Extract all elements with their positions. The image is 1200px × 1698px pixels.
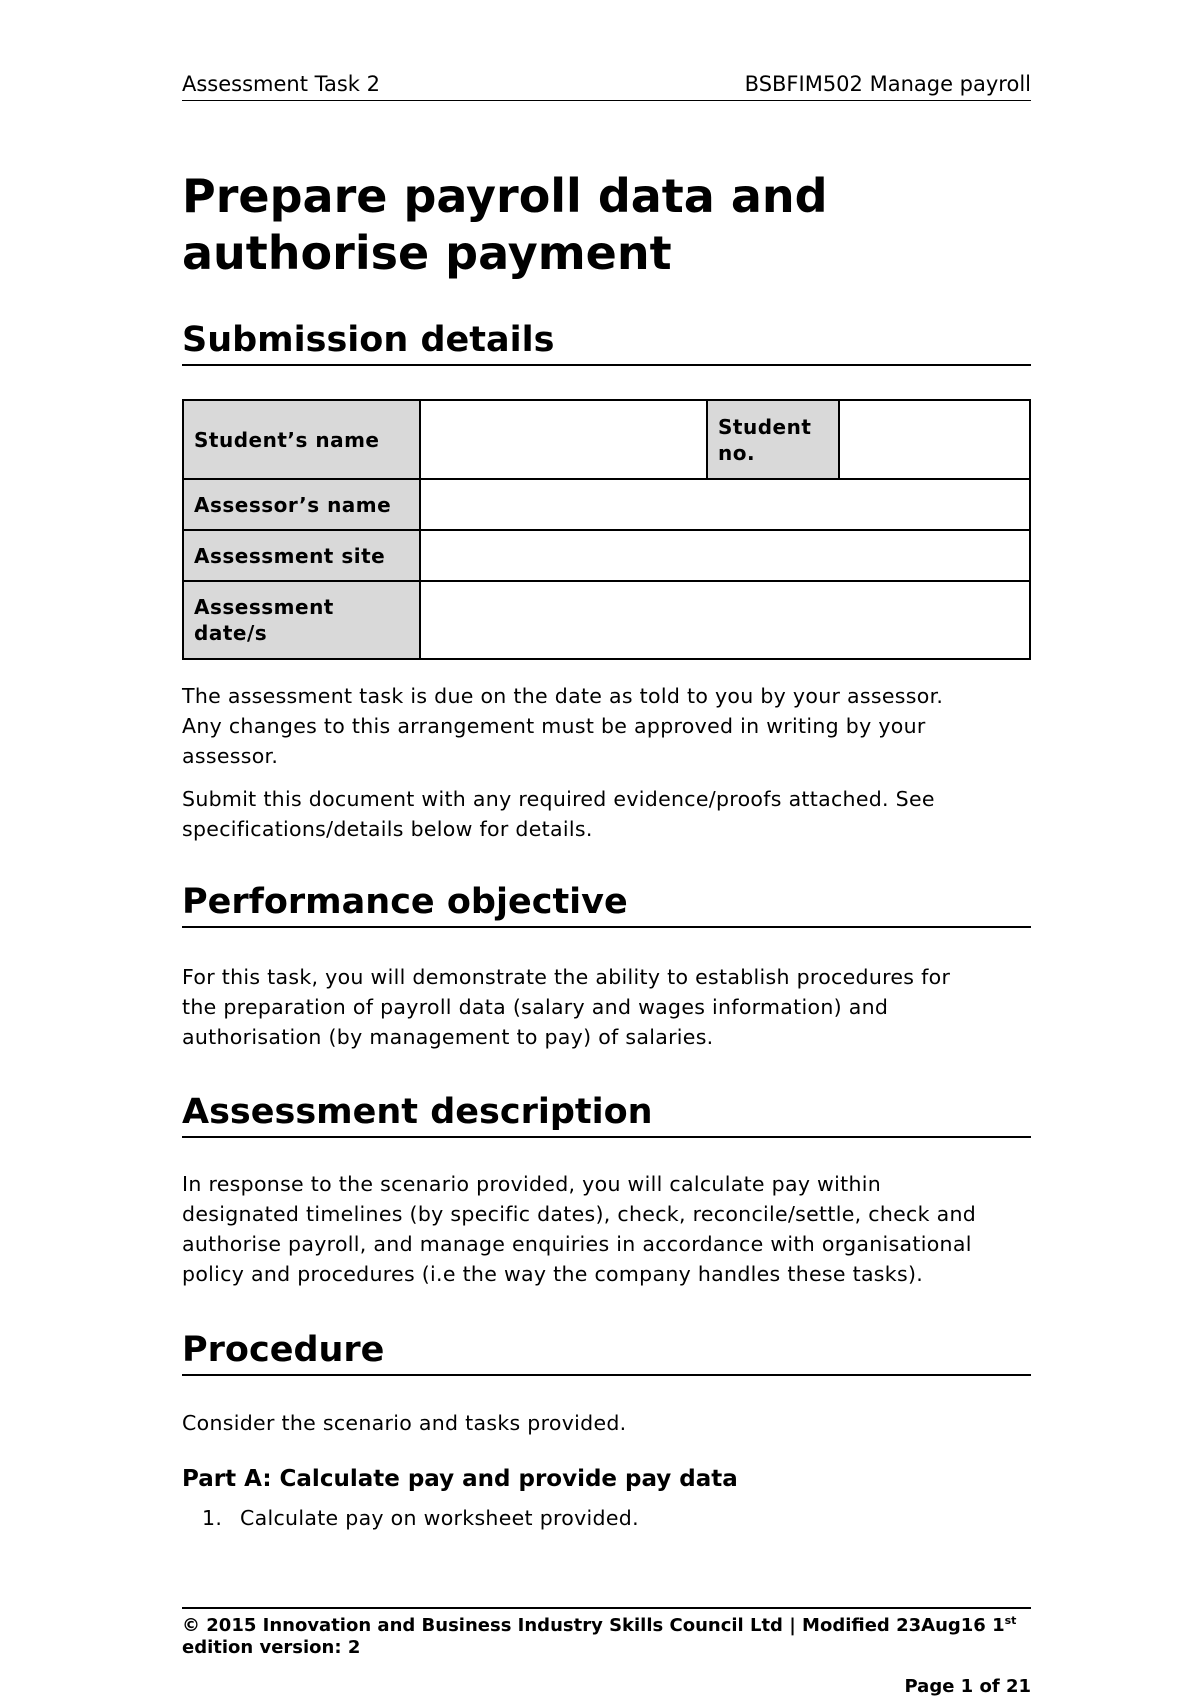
submission-heading: Submission details (182, 320, 555, 360)
part-a-heading: Part A: Calculate pay and provide pay data (182, 1466, 738, 1492)
page-header (182, 70, 1031, 101)
table-row (183, 530, 1030, 581)
table-row (183, 400, 1030, 479)
assessment-dates-label: Assessment date/s (183, 581, 420, 659)
page-number: Page 1 of 21 (904, 1676, 1031, 1697)
document-page (182, 0, 1031, 1698)
assessment-site-label: Assessment site (183, 530, 420, 581)
footer-divider (182, 1607, 1031, 1609)
description-heading: Assessment description (182, 1092, 653, 1132)
assessment-dates-field[interactable] (420, 581, 1030, 659)
due-date-paragraph: The assessment task is due on the date as told to you by your assessor. Any changes to this arrangement must be approved in writing by your assessor. (182, 684, 944, 768)
table-row (183, 581, 1030, 659)
header-task: Assessment Task 2 (182, 72, 381, 96)
title-line-2: authorise payment (182, 226, 672, 280)
assessors-name-field[interactable] (420, 479, 1030, 530)
performance-heading-block (182, 880, 1031, 928)
list-item-number: 1. (202, 1506, 223, 1530)
description-paragraph: In response to the scenario provided, you will calculate pay within designated timelines (by specific dates), check, reconcile/settle, check and authorise payroll, and manage enquiries in accordance with organisational policy and procedures (i.e the way the company handles these tasks). (182, 1172, 977, 1286)
list-item: Calculate pay on worksheet provided. (240, 1506, 639, 1530)
assessment-site-field[interactable] (420, 530, 1030, 581)
description-heading-block (182, 1090, 1031, 1138)
table-row (183, 479, 1030, 530)
submit-paragraph: Submit this document with any required evidence/proofs attached. See specifications/details below for details. (182, 787, 935, 841)
student-no-label: Student no. (707, 400, 839, 479)
page-title (182, 168, 1031, 282)
title-line-1: Prepare payroll data and (182, 169, 828, 223)
footer-copyright: © 2015 Innovation and Business Industry Skills Council Ltd | Modified 23Aug16 1st edition version: 2 (182, 1614, 1017, 1658)
procedure-list (202, 1506, 639, 1530)
students-name-field[interactable] (420, 400, 707, 479)
students-name-label: Student’s name (183, 400, 420, 479)
assessors-name-label: Assessor’s name (183, 479, 420, 530)
procedure-heading: Procedure (182, 1330, 385, 1370)
performance-heading: Performance objective (182, 882, 628, 922)
procedure-intro: Consider the scenario and tasks provided. (182, 1411, 627, 1435)
header-unit: BSBFIM502 Manage payroll (744, 72, 1031, 96)
procedure-heading-block (182, 1328, 1031, 1376)
performance-paragraph: For this task, you will demonstrate the ability to establish procedures for the preparation of payroll data (salary and wages information) and authorisation (by management to pay) of salaries. (182, 965, 951, 1049)
submission-heading-block (182, 318, 1031, 366)
submission-table (182, 399, 1031, 660)
student-no-field[interactable] (839, 400, 1030, 479)
